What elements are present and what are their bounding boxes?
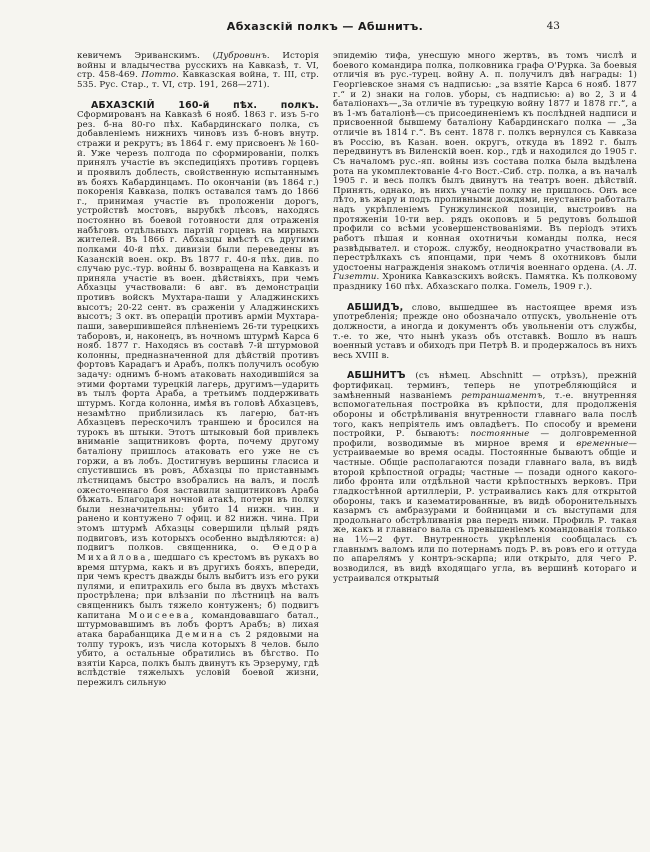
person-name: Демина [175, 629, 225, 640]
article-abshid [333, 303, 637, 362]
italic-text: А. Л. Гизетти. [333, 262, 638, 283]
page-header [0, 20, 650, 38]
text-segment: — долговременной профили, возводимые въ мирное время и [333, 429, 637, 449]
italic-text: Дубровинъ. [216, 51, 270, 61]
entry-heading: АБХАЗСКІЙ 160-й пѣх. полкъ. [91, 99, 319, 111]
text-segment: (съ нѣмец. Abschnitt — отрѣзъ), прежній фортификац. терминъ, теперь не употребляющійся и замѣненный названіемъ [333, 371, 637, 401]
running-title: Абхазскій полкъ — Абшнитъ. [226, 20, 424, 33]
text-segment: слово, вышедшее въ настоящее время изъ употребленія; прежде оно обозначало отпускъ, увольненіе отъ должности, а иногда и документъ объ увольненіи отъ службы, т.-е. то же, что нынѣ указъ объ отставкѣ. Вошло въ нашъ военный уставъ и обиходъ при Петрѣ В. и продержалось въ нихъ весь XVIII в. [333, 302, 637, 361]
entry-heading: АБШИДЪ, [347, 301, 404, 313]
right-column [333, 52, 637, 689]
text-segment: съ 2 рядовыми на толпу турокъ, изъ числа которыхъ 8 челов. было убито, а остальные обратились въ бѣгство. По взятіи Карса, полкъ былъ двинутъ къ Эрзеруму, гдѣ вслѣдствіе тяжелыхъ условій боевой жизни, пережилъ сильную [77, 629, 319, 688]
text-segment: Кавказская война, т. III, стр. 535. Рус. Стар., т. VI, стр. 191, 268—271). [77, 70, 319, 90]
text-segment: Сформированъ на Кавказѣ 6 нояб. 1863 г. изъ 5-го рез. б-на 80-го пѣх. Кабардинскаго полка, съ добавленіемъ нижнихъ чиновъ изъ б-новъ внутр. стражи и рекрутъ; въ 1864 г. ему присвоенъ № 160-й. Уже черезъ полгода по сформированіи, полкъ принялъ участіе въ экспедиціяхъ противъ горцевъ и проявилъ доблесть, свойственную испытаннымъ въ бояхъ Кабардинцамъ. По окончаніи (въ 1864 г.) покоренія Кавказа, полкъ оставался тамъ до 1866 г., принимая участіе въ проложеніи дорогъ, устройствѣ мостовъ, вырубкѣ лѣсовъ, находясь постоянно въ боевой готовности для отраженія набѣговъ отдѣльныхъ партій горцевъ на мирныхъ жителей. Въ 1866 г. Абхазцы вмѣстѣ съ другими полками 40-й пѣх. дивизіи были переведены въ Казанскій воен. окр. Въ 1877 г. 40-я пѣх. див. по случаю рус.-тур. войны б. возвращена на Кавказъ и приняла участіе въ воен. дѣйствіяхъ, при чемъ Абхазцы участвовали: 6 авг. въ демонстраціи противъ войскъ Мухтара-паши у Аладжинскихъ высотъ; 20-22 сент. въ сраженіи у Аладжинскихъ высотъ; 3 окт. въ операціи противъ арміи Мухтара-паши, завершившейся плѣненіемъ 26-ти турецкихъ таборовъ, и, наконецъ, въ ночномъ штурмѣ Карса 6 нояб. 1877 г. Находясь въ составѣ 7-й штурмовой колонны, предназначенной для дѣйствій противъ фортовъ Карадагъ и Арабъ, полкъ получилъ особую задачу: однимъ б-номъ атаковать находившійся за этими фортами турецкій лагерь, другимъ—ударить въ тылъ форта Араба, а третьимъ поддерживать штурмъ. Когда колонна, имѣя въ головѣ Абхазцевъ, незамѣтно приблизилась къ лагерю, бат-нъ Абхазцевъ перескочилъ траншею и бросился на турокъ въ штыки. Этотъ штыковый бой привлекъ вниманіе защитниковъ форта, почему другому баталіону пришлось атаковать его уже не съ горжи, а въ лобъ. Достигнувъ вершины гласиса и спустившись въ ровъ, Абхазцы по приставнымъ лѣстницамъ быстро взобрались на валъ, и послѣ ожесточеннаго боя заставили защитниковъ Араба бѣжать. Благодаря ночной атакѣ, потери въ полку были незначительны: убито 14 нижн. чин. и ранено и контужено 7 офиц. и 82 нижн. чина. При этомъ штурмѣ Абхазцы совершили цѣлый рядъ подвиговъ, изъ которыхъ особенно выдѣляются: а) подвигъ полков. священника, о. [77, 110, 319, 554]
text-segment: —устраиваемые во время осады. Постоянные бываютъ общіе и частные. Общіе располагаются позади главнаго вала, въ видѣ второй крѣпостной ограды; частные — позади одного какого-либо фронта или отдѣльной части крѣпостныхъ верковъ. При гладкостѣнной артиллеріи, Р. устраивались какъ для открытой обороны, такъ и казематированные, въ видѣ оборонительныхъ казармъ съ амбразурами и бойницами и съ выступами для продольнаго обстрѣливанія рва передъ ними. Профиль Р. такая же, какъ и главнаго вала съ превышеніемъ командованія только на 1½—2 фут. Внутренность укрѣпленія сообщалась съ главнымъ валомъ или по потернамъ подъ Р. въ ровъ его и оттуда по апарелямъ у контръ-эскарпа; или открыто, для чего Р. возводился, въ видѣ входящаго угла, въ вершинѣ котораго и устраивался открытый [333, 438, 637, 584]
article-abkhazsky-160-pekh-polk [77, 101, 319, 689]
paragraph-continuation-citation [77, 52, 319, 91]
text-segment: , шедшаго съ крестомъ въ рукахъ во время штурма, какъ и въ другихъ бояхъ, впереди, при чемъ крестъ дважды былъ выбитъ изъ его руки пулями, и епитрахиль его была въ двухъ мѣстахъ прострѣлена; при влѣзаніи по лѣстницѣ на валъ священникъ былъ тяжело контуженъ; б) подвигъ капитана [77, 552, 319, 621]
text-segment: кевичемъ Эриванскимъ. ( [77, 51, 217, 61]
left-column [77, 52, 319, 689]
paragraph-continuation-abkhazsky-polk [333, 52, 637, 293]
italic-text: Потто. [141, 70, 179, 81]
person-name: Ѳедора Михайлова [77, 543, 319, 563]
page-number: 43 [546, 20, 560, 32]
text-segment: , командовавшаго батал., штурмовавшимъ въ лобъ фортъ Арабъ; в) лихая атака барабанщика [77, 610, 319, 640]
article-abshnit [333, 371, 637, 584]
text-segment: Хроника Кавказскихъ войскъ. Памятка. Къ полковому празднику 160 пѣх. Абхазскаго полка. Гомель, 1909 г.). [333, 272, 637, 292]
person-name: Моисеева [128, 610, 191, 621]
italic-text: временные [576, 438, 629, 449]
italic-text: постоянные [470, 429, 530, 440]
entry-heading: АБШНИТЪ [347, 370, 406, 382]
text-segment: эпидемію тифа, унесшую много жертвъ, въ томъ числѣ и боевого командира полка, полковника графа О'Рурка. За боевыя отличія въ рус.-турец. войну А. п. получилъ двѣ награды: 1) Георгіевское знамя съ надписью: „за взятіе Карса 6 нояб. 1877 г.“ и 2) знаки на голов. уборы, съ надписью: а) во 2, 3 и 4 баталіонахъ—„За отличіе въ турецкую войну 1877 и 1878 гг.“, а въ 1-мъ баталіонѣ—съ присоединеніемъ къ послѣдней надписи и присвоенной бывшему баталіону Кабардинскаго полка — „За отличіе въ 1814 г.“. Въ сент. 1878 г. полкъ вернулся съ Кавказа въ Россію, въ Казан. воен. округъ, откуда въ 1892 г. былъ передвинутъ въ Виленскій воен. кор., гдѣ и находился до 1905 г. Съ началомъ рус.-яп. войны изъ состава полка была выдѣлена рота на укомплектованіе 4-го Вост.-Сиб. стр. полка, а въ началѣ 1905 г. и весь полкъ былъ двинутъ на театръ воен. дѣйствій. Принять, однако, въ нихъ участіе полку не пришлось. Онъ все лѣто, въ жару и подъ проливными дождями, неустанно работалъ надъ укрѣпленіемъ Гунжулинской позиціи, выстроивъ на протяженіи 10-ти вер. рядъ окоповъ и 5 редутовъ большой профили со всѣми усовершенствованіями. Въ періодъ этихъ работъ пѣшая и конная охотничьи команды полка, неся развѣдывател. и сторож. службу, неоднократно участвовали въ перестрѣлкахъ съ японцами, при чемъ 8 охотниковъ были удостоены награжденія знакомъ отличія военнаго ордена. ( [333, 51, 637, 273]
text-columns [77, 52, 637, 689]
italic-text: ретраншаментъ [461, 390, 543, 401]
text-segment: , т.-е. внутренняя вспомогательная постройка въ крѣпости, для продолженія обороны и обстрѣливанія внутренности главнаго вала послѣ того, какъ непріятель имъ овладѣетъ. По способу и времени постройки, Р. бываютъ: [333, 390, 637, 440]
text-segment: Исторія войны и владычества русскихъ на Кавказѣ, т. VI, стр. 458-469. [77, 51, 319, 81]
